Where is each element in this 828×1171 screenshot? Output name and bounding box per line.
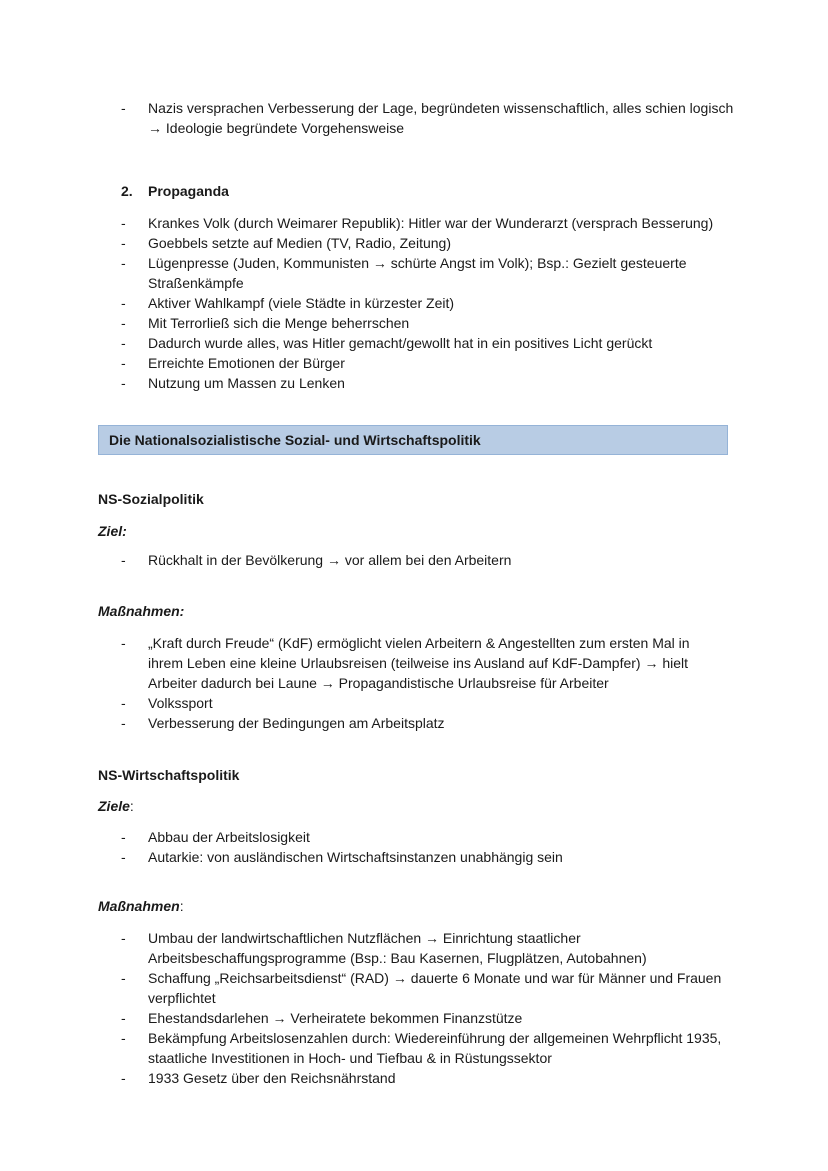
list-item: [98, 693, 738, 713]
heading-title: Propaganda: [148, 183, 229, 199]
list-item-text: Ehestandsdarlehen → Verheiratete bekommen Finanzstütze: [148, 1010, 523, 1026]
list-item: [98, 928, 738, 968]
list-item: [98, 353, 738, 373]
bullet-dash: -: [121, 335, 126, 351]
bullet-dash: -: [121, 635, 126, 651]
list-item: [98, 253, 738, 293]
massnahmen-label-colon: :: [179, 898, 184, 914]
bullet-dash: -: [121, 970, 126, 986]
list-item-text: Mit Terrorließ sich die Menge beherrschen: [148, 315, 410, 331]
massnahmen-label-text: Maßnahmen: [98, 898, 180, 914]
list-item-text: Rückhalt in der Bevölkerung → vor allem bei den Arbeitern: [148, 552, 512, 568]
list-item: [98, 633, 738, 693]
list-item-text: Verbesserung der Bedingungen am Arbeitsplatz: [148, 715, 445, 731]
list-item: [98, 313, 738, 333]
list-item-text: Erreichte Emotionen der Bürger: [148, 355, 345, 371]
list-item: [98, 98, 738, 138]
wirtschaft-ziele-list: [98, 827, 738, 867]
list-item-text: Autarkie: von ausländischen Wirtschaftsinstanzen unabhängig sein: [148, 849, 563, 865]
bullet-dash: -: [121, 375, 126, 391]
list-item-text: Goebbels setzte auf Medien (TV, Radio, Zeitung): [148, 235, 451, 251]
list-item: [98, 968, 738, 1008]
wirtschaft-massnahmen-list: [98, 928, 738, 1088]
sozial-massnahmen-list: [98, 633, 738, 733]
ziele-label-colon: :: [129, 798, 134, 814]
list-item-text: Volkssport: [148, 695, 213, 711]
list-item-text: Nazis versprachen Verbesserung der Lage, begründeten wissenschaftlich, alles schien logisch: [148, 100, 734, 116]
massnahmen-label: [98, 896, 184, 916]
list-item: [98, 333, 738, 353]
list-item-continuation: ihrem Leben eine kleine Urlaubsreisen (teilweise ins Ausland auf KdF-Dampfer) → hielt: [148, 655, 689, 671]
massnahmen-label: Maßnahmen:: [98, 603, 185, 619]
bullet-dash: -: [121, 1070, 126, 1086]
list-item-text: Dadurch wurde alles, was Hitler gemacht/gewollt hat in ein positives Licht gerückt: [148, 335, 653, 351]
bullet-dash: -: [121, 829, 126, 845]
list-item: [98, 1008, 738, 1028]
list-item-text: Schaffung „Reichsarbeitsdienst“ (RAD) → dauerte 6 Monate und war für Männer und Frauen: [148, 970, 722, 986]
list-item: [98, 213, 738, 233]
list-item: [98, 1068, 738, 1088]
list-item: [98, 847, 738, 867]
bullet-dash: -: [121, 849, 126, 865]
list-item-continuation: → Ideologie begründete Vorgehensweise: [148, 120, 405, 136]
list-item: [98, 550, 738, 570]
bullet-dash: -: [121, 1010, 126, 1026]
list-item: [98, 373, 738, 393]
bullet-dash: -: [121, 355, 126, 371]
propaganda-heading: [121, 181, 229, 201]
list-item-continuation: Arbeiter dadurch bei Laune → Propagandistische Urlaubsreise für Arbeiter: [148, 675, 609, 691]
bullet-dash: -: [121, 930, 126, 946]
list-item-text: „Kraft durch Freude“ (KdF) ermöglicht vielen Arbeitern & Angestellten zum ersten Mal in: [148, 635, 690, 651]
bullet-dash: -: [121, 695, 126, 711]
ziele-label: [98, 796, 134, 816]
bullet-dash: -: [121, 552, 126, 568]
list-item-text: Nutzung um Massen zu Lenken: [148, 375, 345, 391]
ziele-label-text: Ziele: [98, 798, 130, 814]
wirtschaftspolitik-heading: NS-Wirtschaftspolitik: [98, 767, 240, 783]
bullet-dash: -: [121, 1030, 126, 1046]
list-item-continuation: verpflichtet: [148, 990, 216, 1006]
list-item: [98, 827, 738, 847]
list-item-continuation: Straßenkämpfe: [148, 275, 244, 291]
bullet-dash: -: [121, 315, 126, 331]
bullet-dash: -: [121, 100, 126, 116]
list-item: [98, 1028, 738, 1068]
list-item-text: Abbau der Arbeitslosigkeit: [148, 829, 310, 845]
list-item-text: Umbau der landwirtschaftlichen Nutzflächen → Einrichtung staatlicher: [148, 930, 581, 946]
list-item-text: Krankes Volk (durch Weimarer Republik): Hitler war der Wunderarzt (versprach Besserung): [148, 215, 714, 231]
bullet-dash: -: [121, 235, 126, 251]
propaganda-list: [98, 213, 738, 393]
ziel-label: Ziel:: [98, 523, 127, 539]
bullet-dash: -: [121, 295, 126, 311]
list-item: [98, 233, 738, 253]
sozialpolitik-heading: NS-Sozialpolitik: [98, 491, 204, 507]
list-item: [98, 293, 738, 313]
bullet-dash: -: [121, 215, 126, 231]
section-heading-bar: Die Nationalsozialistische Sozial- und Wirtschaftspolitik: [98, 425, 728, 455]
list-item-text: Lügenpresse (Juden, Kommunisten → schürte Angst im Volk); Bsp.: Gezielt gesteuerte: [148, 255, 687, 271]
list-item-text: 1933 Gesetz über den Reichsnährstand: [148, 1070, 396, 1086]
sozial-ziel-list: [98, 550, 738, 570]
list-item-continuation: staatliche Investitionen in Hoch- und Tiefbau & in Rüstungssektor: [148, 1050, 552, 1066]
list-item-continuation: Arbeitsbeschaffungsprogramme (Bsp.: Bau Kasernen, Flugplätzen, Autobahnen): [148, 950, 647, 966]
list-item-text: Aktiver Wahlkampf (viele Städte in kürzester Zeit): [148, 295, 455, 311]
list-item: [98, 713, 738, 733]
bullet-dash: -: [121, 715, 126, 731]
bullet-dash: -: [121, 255, 126, 271]
intro-list: [98, 98, 738, 138]
list-item-text: Bekämpfung Arbeitslosenzahlen durch: Wiedereinführung der allgemeinen Wehrpflicht 1935,: [148, 1030, 722, 1046]
heading-number: 2.: [121, 183, 133, 199]
